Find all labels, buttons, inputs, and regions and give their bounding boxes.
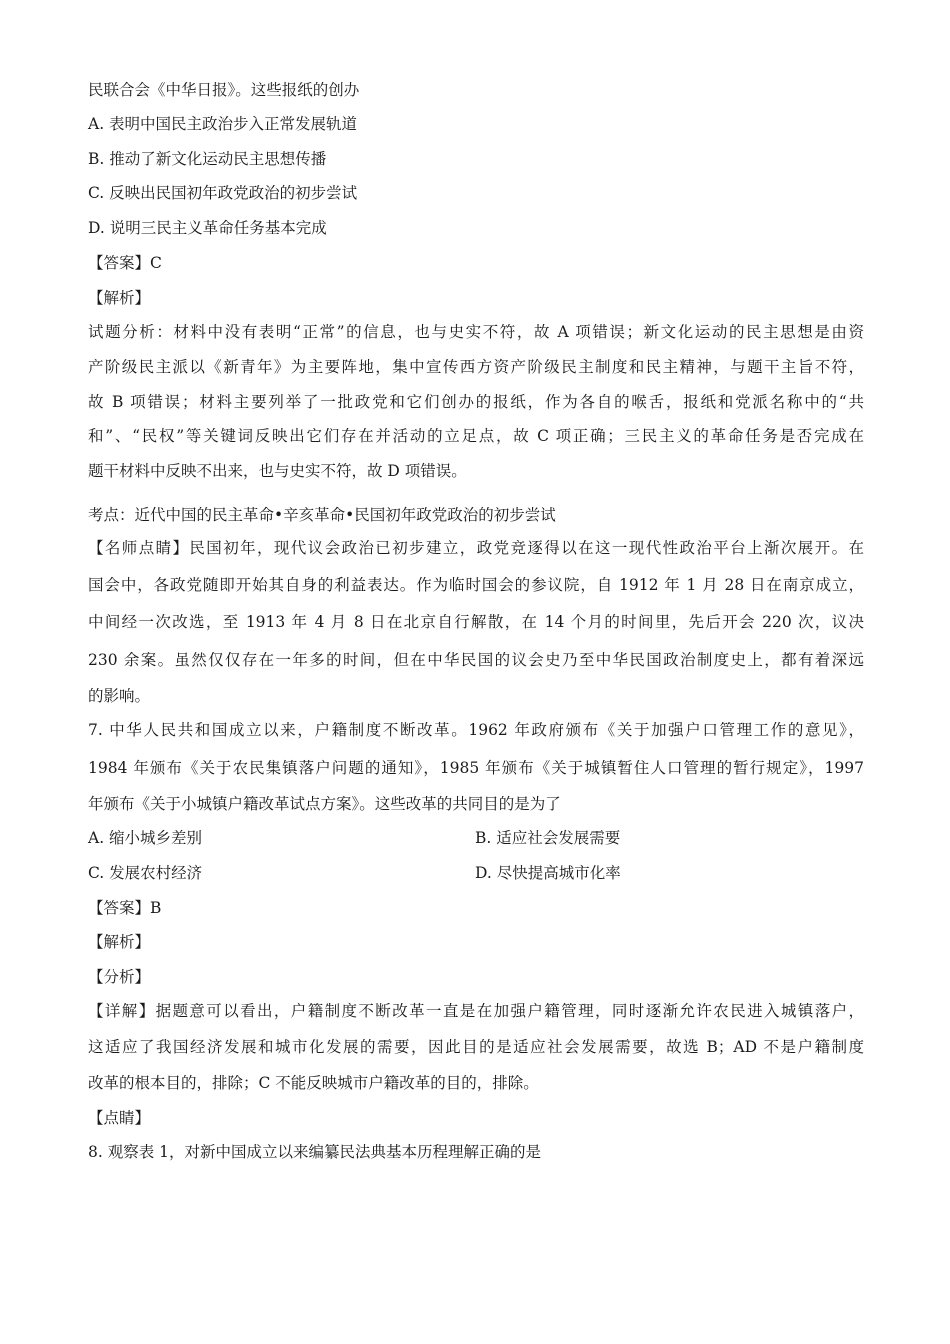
q6-analysis-line: 试题分析：材料中没有表明“正常”的信息，也与史实不符，故 A 项错误；新文化运动的民主思想是由资 <box>88 323 864 341</box>
q7-option-c: C. 发展农村经济 <box>88 864 203 882</box>
q6-teacher-note-line: 国会中，各政党随即开始其自身的利益表达。作为临时国会的参议院，自 1912 年 1 月 28 日在南京成立， <box>88 576 864 594</box>
q7-option-b: B. 适应社会发展需要 <box>475 829 621 847</box>
q6-stem-tail: 民联合会《中华日报》。这些报纸的创办 <box>88 81 360 99</box>
q6-analysis-heading: 【解析】 <box>88 289 151 307</box>
q7-option-d: D. 尽快提高城市化率 <box>475 864 621 882</box>
q7-fenxi-heading: 【分析】 <box>88 968 151 986</box>
q6-analysis-line: 题干材料中反映不出来，也与史实不符，故 D 项错误。 <box>88 462 467 480</box>
q6-analysis-line: 产阶级民主派以《新青年》为主要阵地，集中宣传西方资产阶级民主制度和民主精神，与题干主旨不符， <box>88 358 864 376</box>
q7-detail-line: 【详解】据题意可以看出，户籍制度不断改革一直是在加强户籍管理，同时逐渐允许农民进入城镇落户， <box>88 1002 864 1020</box>
q6-analysis-line: 故 B 项错误；材料主要列举了一批政党和它们创办的报纸，作为各自的喉舌，报纸和党派名称中的“共 <box>88 393 864 411</box>
q7-detail-line: 这适应了我国经济发展和城市化发展的需要，因此目的是适应社会发展需要，故选 B；AD 不是户籍制度 <box>88 1038 864 1056</box>
q6-teacher-note-line: 【名师点睛】民国初年，现代议会政治已初步建立，政党竞逐得以在这一现代性政治平台上渐次展开。在 <box>88 539 864 557</box>
q7-detail-line: 改革的根本目的，排除；C 不能反映城市户籍改革的目的，排除。 <box>88 1074 539 1092</box>
q6-option-d: D. 说明三民主义革命任务基本完成 <box>88 219 327 237</box>
q7-stem-line: 1984 年颁布《关于农民集镇落户问题的通知》，1985 年颁布《关于城镇暂住人口管理的暂行规定》，1997 <box>88 759 864 777</box>
q6-teacher-note-line: 中间经一次改选，至 1913 年 4 月 8 日在北京自行解散，在 14 个月的时间里，先后开会 220 次，议决 <box>88 613 864 631</box>
q6-teacher-note-line: 230 余案。虽然仅仅存在一年多的时间，但在中华民国的议会史乃至中华民国政治制度史上，都有着深远 <box>88 651 864 669</box>
q7-analysis-heading: 【解析】 <box>88 933 151 951</box>
q7-option-a: A. 缩小城乡差别 <box>88 829 203 847</box>
q6-answer: 【答案】C <box>88 254 162 272</box>
q8-stem: 8. 观察表 1，对新中国成立以来编纂民法典基本历程理解正确的是 <box>88 1143 542 1161</box>
q6-kaodian: 考点：近代中国的民主革命•辛亥革命•民国初年政党政治的初步尝试 <box>88 506 556 524</box>
q6-option-a: A. 表明中国民主政治步入正常发展轨道 <box>88 115 358 133</box>
q6-analysis-line: 和”、“民权”等关键词反映出它们存在并活动的立足点，故 C 项正确；三民主义的革命任务是否完成在 <box>88 427 864 445</box>
q6-option-c: C. 反映出民国初年政党政治的初步尝试 <box>88 184 358 202</box>
q7-answer: 【答案】B <box>88 899 162 917</box>
q6-teacher-note-line: 的影响。 <box>88 687 151 705</box>
q7-dianjing-heading: 【点睛】 <box>88 1109 151 1127</box>
q7-stem-line: 7. 中华人民共和国成立以来，户籍制度不断改革。1962 年政府颁布《关于加强户口管理工作的意见》， <box>88 721 864 739</box>
q6-option-b: B. 推动了新文化运动民主思想传播 <box>88 150 327 168</box>
q7-stem-line: 年颁布《关于小城镇户籍改革试点方案》。这些改革的共同目的是为了 <box>88 795 561 813</box>
